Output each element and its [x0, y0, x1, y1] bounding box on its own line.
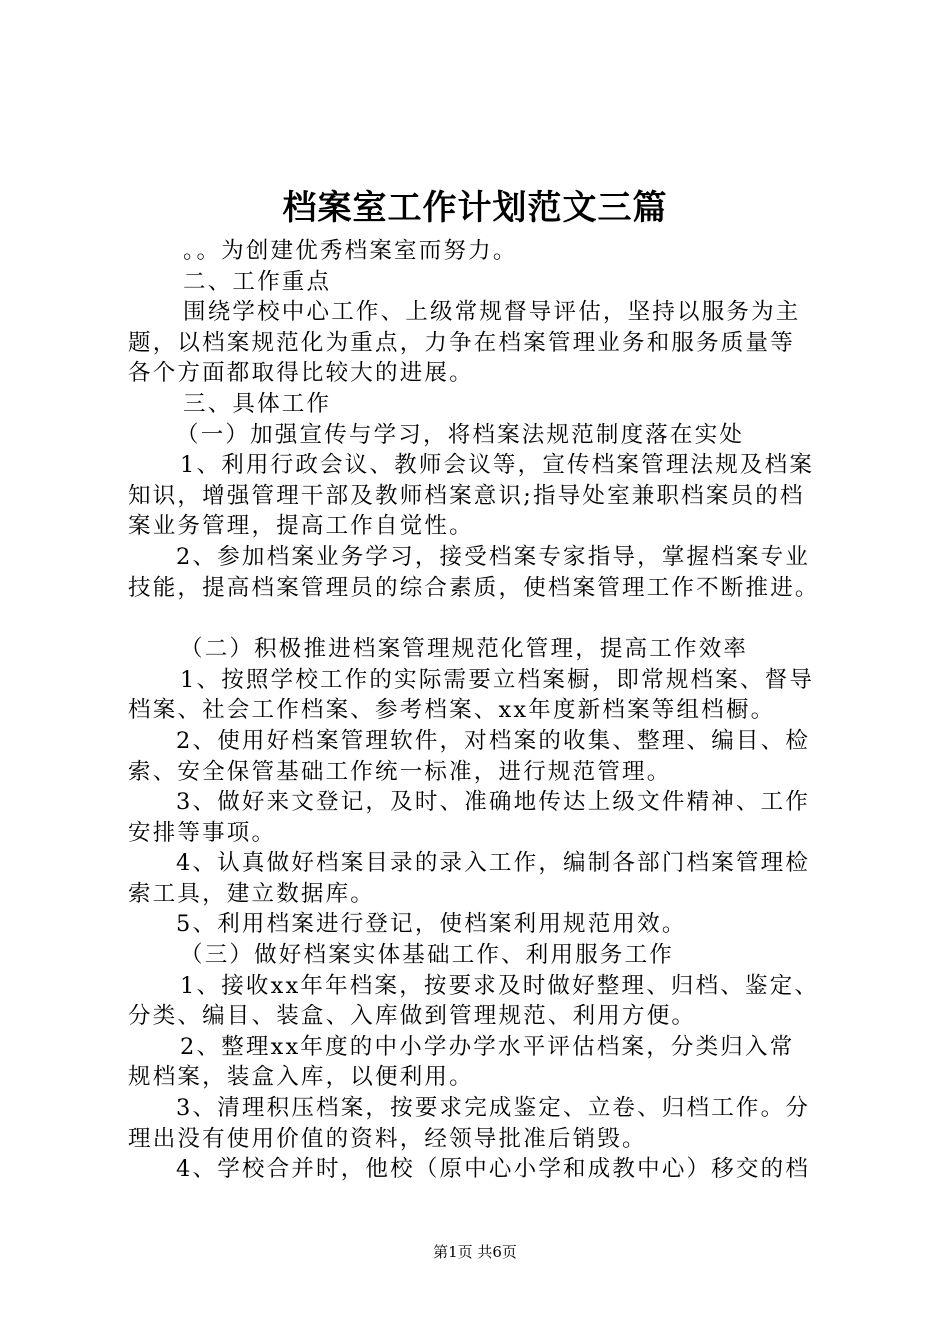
paragraph-line: 4、学校合并时，他校（原中心小学和成教中心）移交的档	[176, 1156, 811, 1183]
paragraph-line: 。。为创建优秀档案室而努力。	[183, 238, 518, 264]
subsection-heading: （二）积极推进档案管理规范化管理，提高工作效率	[180, 636, 749, 663]
paragraph-line: 规档案，装盒入库，以便利用。	[128, 1064, 474, 1091]
page-number: 第1页 共6页	[433, 1243, 517, 1261]
section-heading: 三、具体工作	[183, 390, 332, 417]
document-title: 档案室工作计划范文三篇	[282, 188, 668, 228]
blank-line	[128, 603, 848, 634]
paragraph-line: 案业务管理，提高工作自觉性。	[128, 513, 474, 540]
paragraph-line: 2、整理xx年度的中小学办学水平评估档案，分类归入常	[180, 1033, 795, 1060]
paragraph-line: 安排等事项。	[128, 819, 277, 846]
section-heading: 二、工作重点	[183, 268, 332, 295]
paragraph-line: 档案、社会工作档案、参考档案、xx年度新档案等组档橱。	[128, 697, 776, 724]
paragraph-line: 知识，增强管理干部及教师档案意识;指导处室兼职档案员的档	[128, 482, 805, 509]
paragraph-line: 技能，提高档案管理员的综合素质，使档案管理工作不断推进。	[128, 574, 820, 601]
paragraph-line: 围绕学校中心工作、上级常规督导评估，坚持以服务为主	[183, 299, 801, 326]
paragraph-line: 3、做好来文登记，及时、准确地传达上级文件精神、工作	[176, 789, 811, 816]
paragraph-line: 2、使用好档案管理软件，对档案的收集、整理、编目、检	[176, 727, 811, 754]
paragraph-line: 1、接收xx年年档案，按要求及时做好整理、归档、鉴定、	[180, 972, 820, 999]
paragraph-line: 题，以档案规范化为重点，力争在档案管理业务和服务质量等	[128, 329, 795, 356]
paragraph-line: 2、参加档案业务学习，接受档案专家指导，掌握档案专业	[176, 543, 811, 570]
paragraph-line: 索工具，建立数据库。	[128, 880, 376, 907]
paragraph-line: 3、清理积压档案，按要求完成鉴定、立卷、归档工作。分	[176, 1095, 811, 1122]
paragraph-line: 理出没有使用价值的资料，经领导批准后销毁。	[128, 1125, 647, 1152]
paragraph-line: 4、认真做好档案目录的录入工作，编制各部门档案管理检	[176, 850, 811, 877]
paragraph-line: 1、利用行政会议、教师会议等，宣传档案管理法规及档案	[180, 452, 815, 479]
paragraph-line: 索、安全保管基础工作统一标准，进行规范管理。	[128, 758, 672, 785]
subsection-heading: （三）做好档案实体基础工作、利用服务工作	[180, 942, 675, 969]
subsection-heading: （一）加强宣传与学习，将档案法规范制度落在实处	[176, 421, 745, 448]
paragraph-line: 分类、编目、装盒、入库做到管理规范、利用方便。	[128, 1003, 697, 1030]
paragraph-line: 各个方面都取得比较大的进展。	[128, 360, 474, 387]
document-body	[128, 236, 848, 1185]
paragraph-line: 1、按照学校工作的实际需要立档案橱，即常规档案、督导	[180, 666, 815, 693]
paragraph-line: 5、利用档案进行登记，使档案利用规范用效。	[176, 911, 687, 938]
